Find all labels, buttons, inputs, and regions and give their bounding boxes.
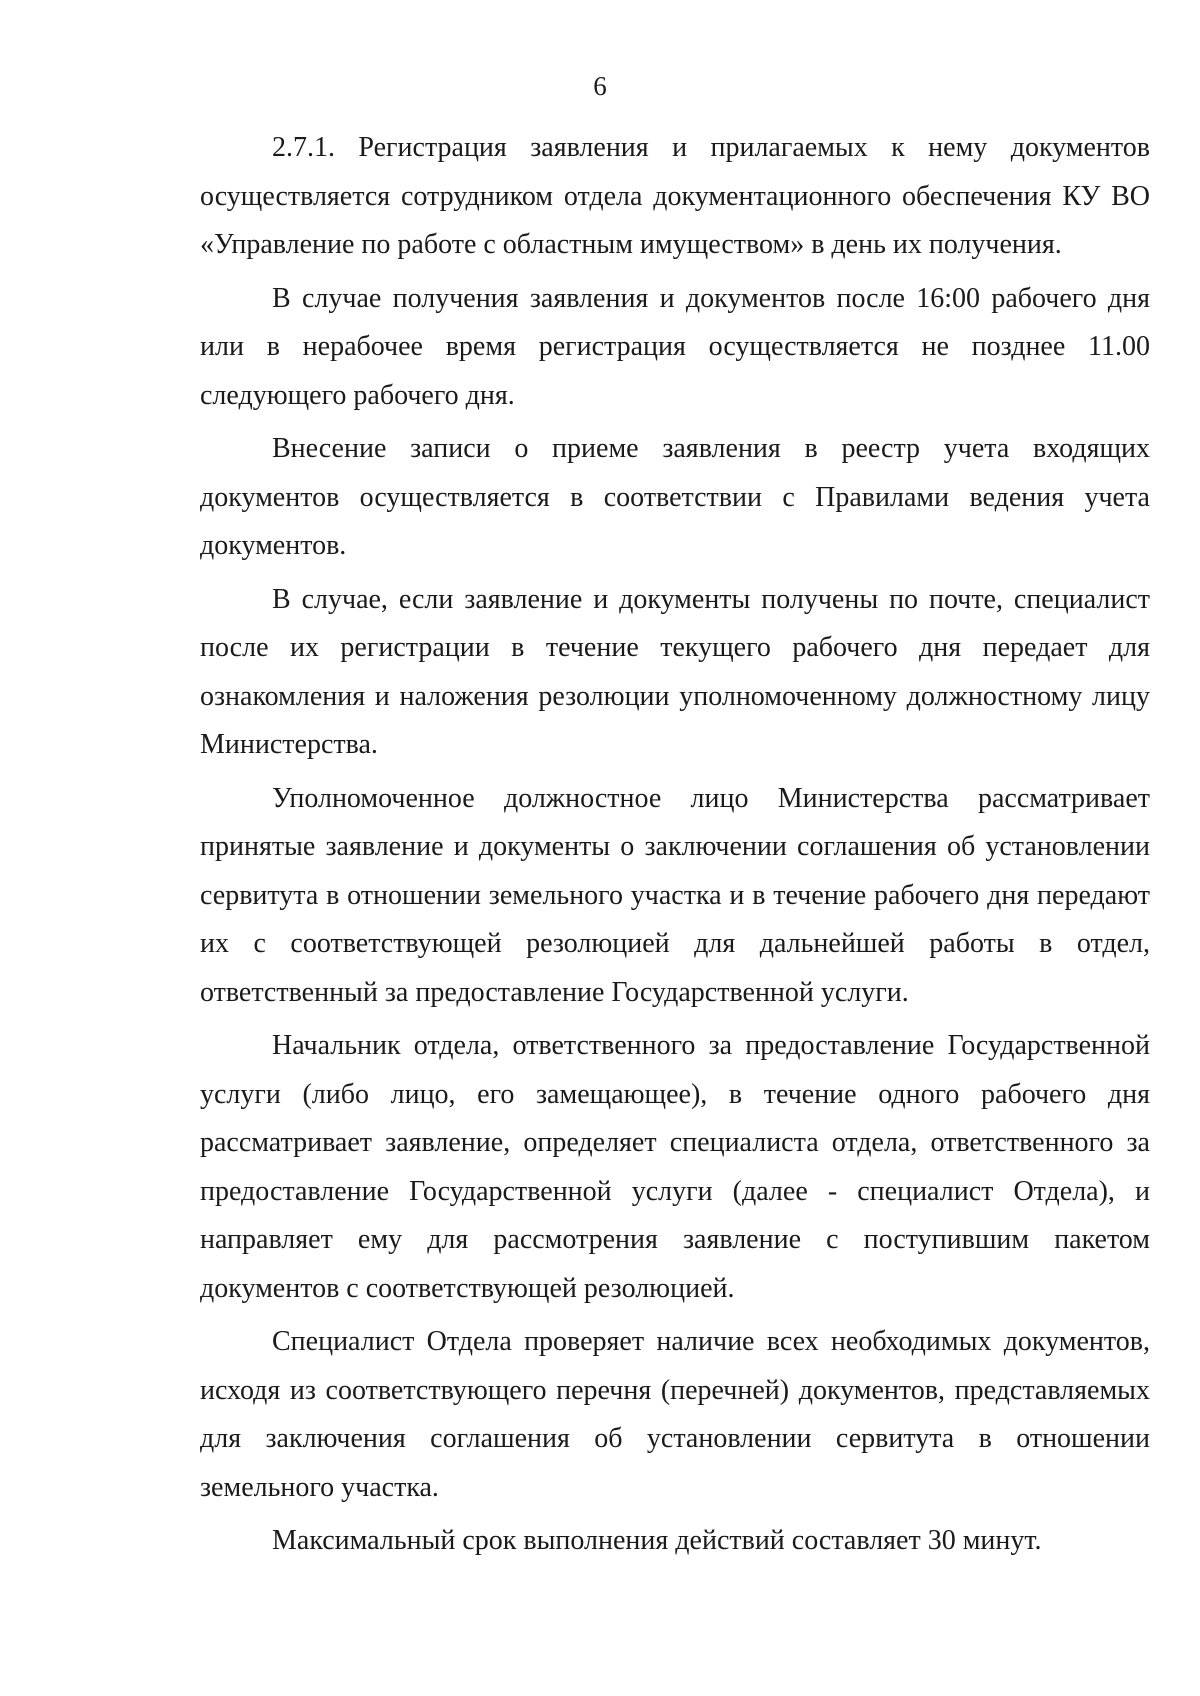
page-number: 6: [593, 71, 607, 101]
paragraph-registration: 2.7.1. Регистрация заявления и прилагаемых к нему документов осуществляется сотрудником отдела документационного обеспечения КУ ВО «Управление по работе с областным имуществом» в день их получения.: [200, 132, 1150, 260]
paragraph-mail-received: В случае, если заявление и документы получены по почте, специалист после их регистрации в течение текущего рабочего дня передает для ознакомления и наложения резолюции уполномоченному должностному лицу Министерства.: [200, 583, 1150, 760]
paragraph-after-hours-registration: В случае получения заявления и документов после 16:00 рабочего дня или в нерабочее время регистрация осуществляется не позднее 11.00 следующего рабочего дня.: [200, 282, 1150, 411]
paragraph-registry-entry: Внесение записи о приеме заявления в реестр учета входящих документов осуществляется в соответствии с Правилами ведения учета документов.: [200, 433, 1150, 561]
paragraph-specialist-check: Специалист Отдела проверяет наличие всех необходимых документов, исходя из соответствующего перечня (перечней) документов, представляемых для заключения соглашения об установлении сервитута в отношении земельного участка.: [200, 1326, 1150, 1503]
paragraph-authorized-official: Уполномоченное должностное лицо Министерства рассматривает принятые заявление и документы о заключении соглашения об установлении сервитута в отношении земельного участка и в течение рабочего дня передают их с соответствующей резолюцией для дальнейшей работы в отдел, ответственный за предоставление Государственной услуги.: [200, 782, 1150, 1008]
paragraph-department-head: Начальник отдела, ответственного за предоставление Государственной услуги (либо лицо, его замещающее), в течение одного рабочего дня рассматривает заявление, определяет специалиста отдела, ответственного за предоставление Государственной услуги (далее - специалист Отдела), и направляет ему для рассмотрения заявление с поступившим пакетом документов с соответствующей резолюцией.: [200, 1030, 1150, 1304]
document-body: [200, 124, 1150, 1571]
paragraph-max-duration: Максимальный срок выполнения действий составляет 30 минут.: [272, 1525, 1042, 1556]
